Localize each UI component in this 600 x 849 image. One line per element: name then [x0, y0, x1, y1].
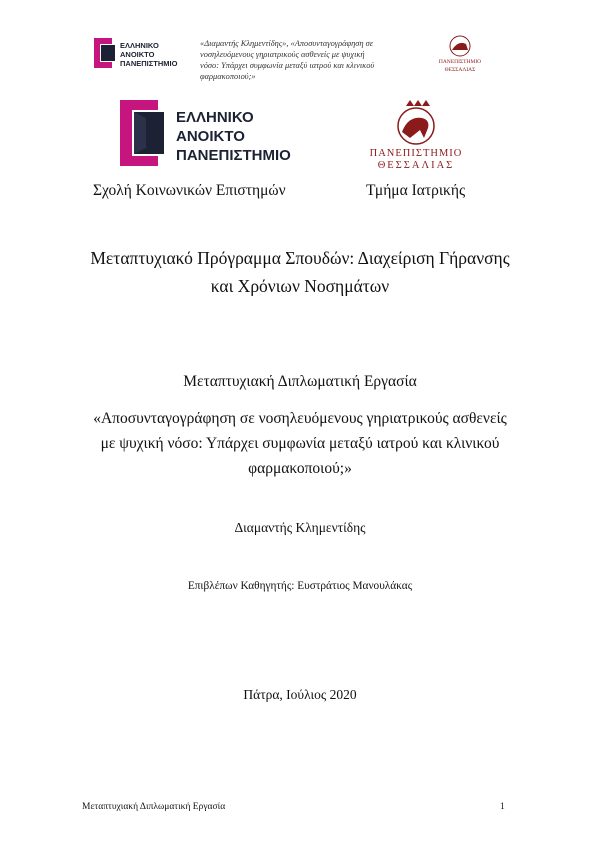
eap-logo-small	[92, 36, 192, 70]
header-quote-line: νόσο: Υπάρχει συμφωνία μεταξύ ιατρού και κλινικού	[200, 61, 375, 70]
thesis-title-line: «Αποσυνταγογράφηση σε νοσηλευόμενους γηριατρικούς ασθενείς	[93, 410, 507, 427]
footer-title: Μεταπτυχιακή Διπλωματική Εργασία	[82, 802, 226, 812]
thesis-title-line: με ψυχική νόσο: Υπάρχει συμφωνία μεταξύ ιατρού και κλινικού	[100, 435, 500, 452]
uth-logo-small	[430, 34, 490, 74]
program-title-line: και Χρόνιων Νοσημάτων	[210, 276, 390, 296]
eap-logo	[118, 98, 298, 168]
uth-logo	[358, 98, 474, 170]
school-name: Σχολή Κοινωνικών Επιστημών	[93, 182, 286, 199]
svg-text:ΠΑΝΕΠΙΣΤΗΜΙΟ: ΠΑΝΕΠΙΣΤΗΜΙΟ	[369, 148, 463, 159]
header-quote-line: «Διαμαντής Κλημεντίδης», «Αποσυνταγογράφηση σε	[200, 39, 374, 48]
svg-text:ΑΝΟΙΚΤΟ: ΑΝΟΙΚΤΟ	[176, 128, 245, 145]
svg-text:ΑΝΟΙΚΤΟ: ΑΝΟΙΚΤΟ	[120, 50, 155, 59]
page-number: 1	[500, 802, 505, 812]
svg-text:ΠΑΝΕΠΙΣΤΗΜΙΟ: ΠΑΝΕΠΙΣΤΗΜΙΟ	[120, 59, 178, 68]
author-name: Διαμαντής Κλημεντίδης	[234, 520, 366, 535]
thesis-title-line: φαρμακοποιού;»	[248, 460, 352, 477]
svg-text:ΕΛΛΗΝΙΚΟ: ΕΛΛΗΝΙΚΟ	[176, 109, 254, 126]
date: Πάτρα, Ιούλιος 2020	[243, 687, 357, 702]
thesis-type: Μεταπτυχιακή Διπλωματική Εργασία	[183, 373, 417, 390]
header-quote-line: νοσηλευόμενους γηριατρικούς ασθενείς με ψυχική	[200, 50, 365, 59]
svg-text:ΘΕΣΣΑΛΙΑΣ: ΘΕΣΣΑΛΙΑΣ	[377, 160, 455, 170]
header-quote-line: φαρμακοποιού;»	[200, 72, 256, 81]
svg-text:ΠΑΝΕΠΙΣΤΗΜΙΟ: ΠΑΝΕΠΙΣΤΗΜΙΟ	[438, 59, 482, 65]
header-quote	[200, 38, 425, 82]
department-name: Τμήμα Ιατρικής	[366, 182, 466, 199]
program-title-line: Μεταπτυχιακό Πρόγραμμα Σπουδών: Διαχείριση Γήρανσης	[90, 248, 510, 268]
svg-text:ΠΑΝΕΠΙΣΤΗΜΙΟ: ΠΑΝΕΠΙΣΤΗΜΙΟ	[176, 147, 291, 164]
svg-text:ΘΕΣΣΑΛΙΑΣ: ΘΕΣΣΑΛΙΑΣ	[444, 67, 476, 73]
thesis-title	[80, 406, 520, 481]
supervisor: Επιβλέπων Καθηγητής: Ευστράτιος Μανουλάκας	[187, 580, 413, 592]
svg-text:ΕΛΛΗΝΙΚΟ: ΕΛΛΗΝΙΚΟ	[120, 41, 159, 50]
program-title	[70, 244, 530, 300]
